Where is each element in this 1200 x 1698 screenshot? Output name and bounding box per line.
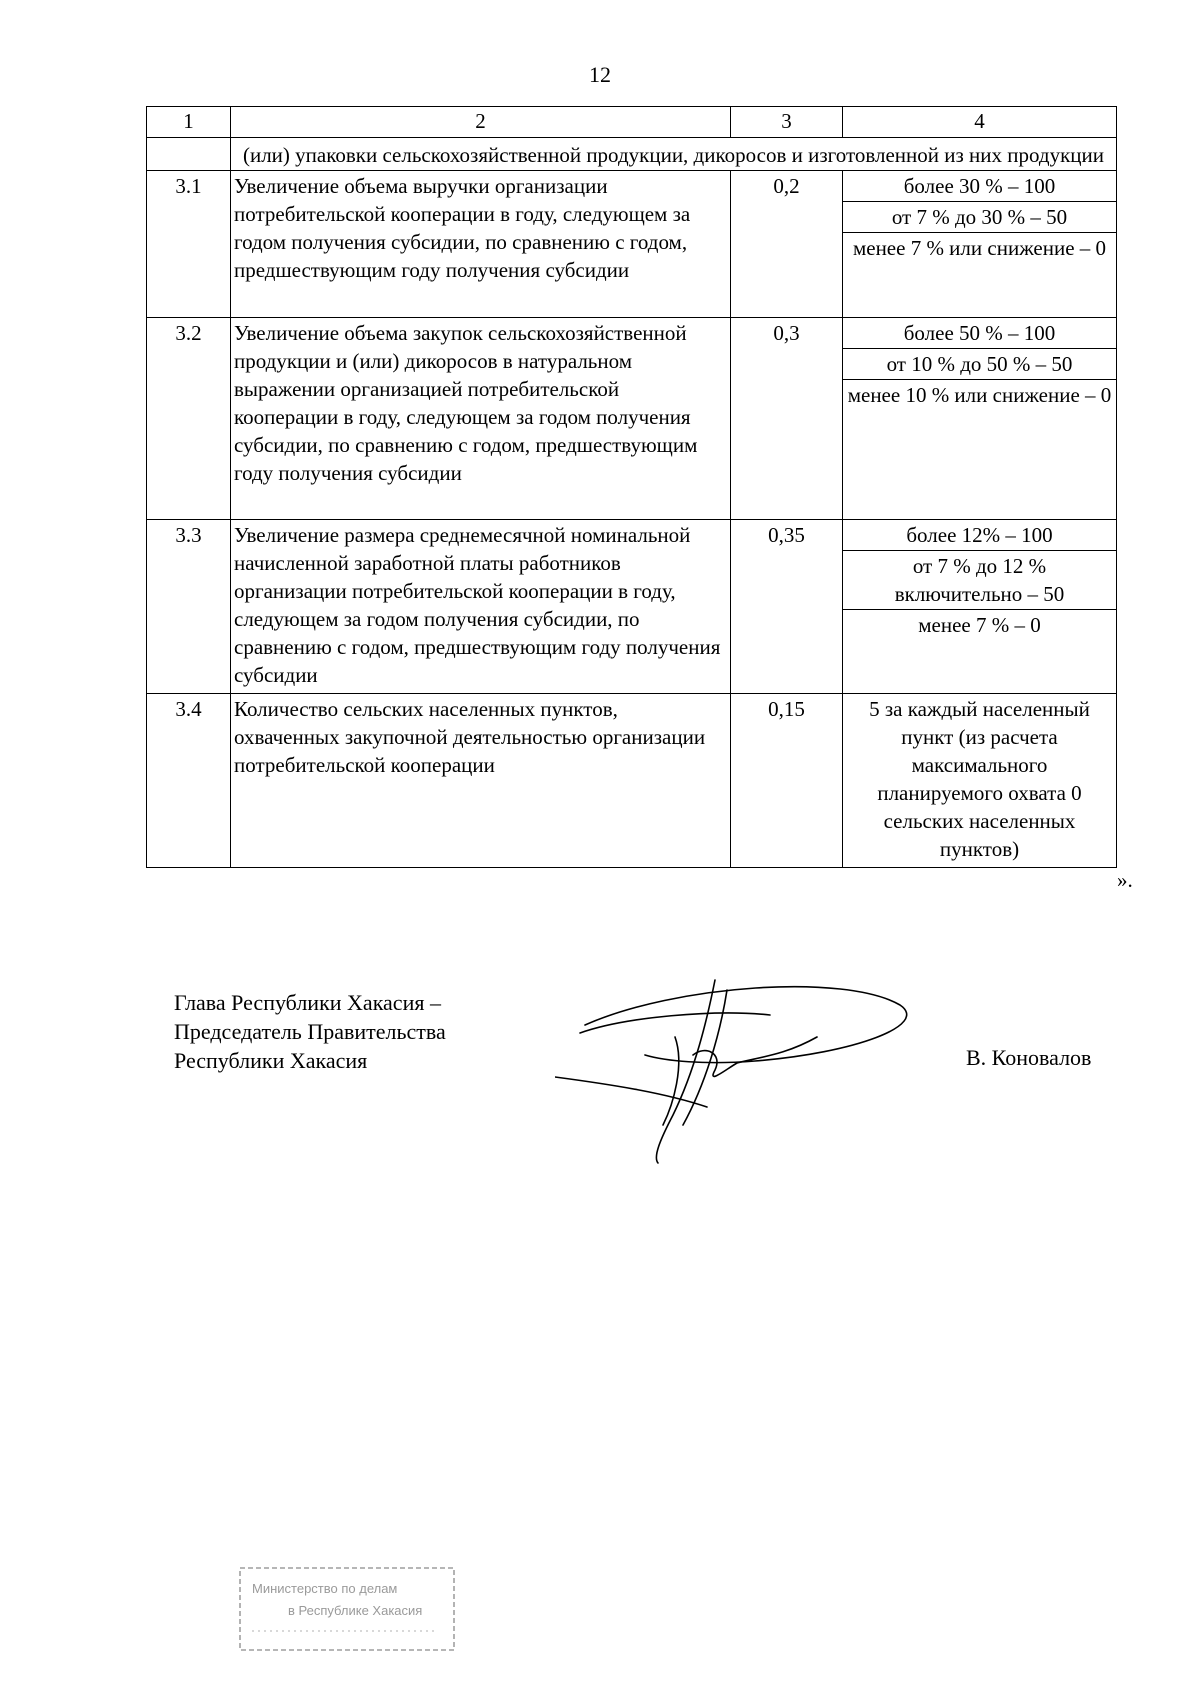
- signatory-title: [174, 988, 446, 1075]
- continuation-empty-cell: [147, 138, 231, 171]
- closing-quote-mark: ».: [1117, 868, 1133, 892]
- table-header-row: [147, 107, 1117, 138]
- row-weight: 0,35: [731, 520, 843, 694]
- header-cell-1: 1: [147, 107, 231, 138]
- score-low: менее 7 % – 0: [918, 613, 1041, 637]
- row-number: 3.1: [147, 171, 231, 318]
- row-weight: 0,15: [731, 694, 843, 868]
- row-description: Увеличение объема закупок сельскохозяйственной продукции и (или) дикоросов в натуральном выражении организацией потребительской кооперации в году, следующем за годом получения субсидии, по сравнению с годом, предшествующим году получения субсидии: [231, 318, 731, 520]
- header-cell-2: 2: [231, 107, 731, 138]
- row-scores: [843, 171, 1117, 318]
- row-description: Количество сельских населенных пунктов, охваченных закупочной деятельностью организации потребительской кооперации: [231, 694, 731, 868]
- stamp-line: Министерство по делам: [252, 1581, 398, 1596]
- score-mid: от 7 % до 30 % – 50: [843, 202, 1116, 233]
- row-weight: 0,3: [731, 318, 843, 520]
- signatory-title-line: Республики Хакасия: [174, 1048, 368, 1073]
- row-number: 3.2: [147, 318, 231, 520]
- signatory-title-line: Глава Республики Хакасия –: [174, 990, 441, 1015]
- stamp-line: в Республике Хакасия: [288, 1603, 423, 1618]
- continuation-row: [147, 138, 1117, 171]
- score-high: более 30 % – 100: [843, 171, 1116, 202]
- handwritten-signature: [555, 975, 945, 1165]
- score-low: менее 7 % или снижение – 0: [852, 236, 1107, 260]
- table-row: [147, 318, 1117, 520]
- score-low: менее 10 % или снижение – 0: [847, 383, 1112, 407]
- page-number: 12: [589, 62, 611, 87]
- header-cell-4: 4: [843, 107, 1117, 138]
- row-scores: [843, 318, 1117, 520]
- row-scores: [843, 520, 1117, 694]
- row-number: 3.3: [147, 520, 231, 694]
- row-description: Увеличение объема выручки организации потребительской кооперации в году, следующем за годом получения субсидии, по сравнению с годом, предшествующим году получения субсидии: [231, 171, 731, 318]
- signatory-title-line: Председатель Правительства: [174, 1019, 446, 1044]
- score-high: более 50 % – 100: [843, 318, 1116, 349]
- continuation-text: (или) упаковки сельскохозяйственной продукции, дикоросов и изготовленной из них продукции: [231, 138, 1117, 171]
- table-row: [147, 520, 1117, 694]
- signer-name: В. Коновалов: [966, 1045, 1092, 1070]
- score-mid: от 10 % до 50 % – 50: [843, 349, 1116, 380]
- row-number: 3.4: [147, 694, 231, 868]
- header-cell-3: 3: [731, 107, 843, 138]
- score-high: более 12% – 100: [843, 520, 1116, 551]
- table-row: [147, 171, 1117, 318]
- criteria-table: [146, 106, 1117, 868]
- row-scores: [843, 694, 1117, 868]
- score-mid: от 7 % до 12 % включительно – 50: [843, 551, 1116, 610]
- row-weight: 0,2: [731, 171, 843, 318]
- registration-stamp: [238, 1565, 458, 1655]
- table-row: [147, 694, 1117, 868]
- row-description: Увеличение размера среднемесячной номинальной начисленной заработной платы работников организации потребительской кооперации в году, следующем за годом получения субсидии, по сравнению с годом, предшествующим году получения субсидии: [231, 520, 731, 694]
- score-text: 5 за каждый населенный пункт (из расчета максимального планируемого охвата 0 сельских населенных пунктов): [869, 697, 1090, 861]
